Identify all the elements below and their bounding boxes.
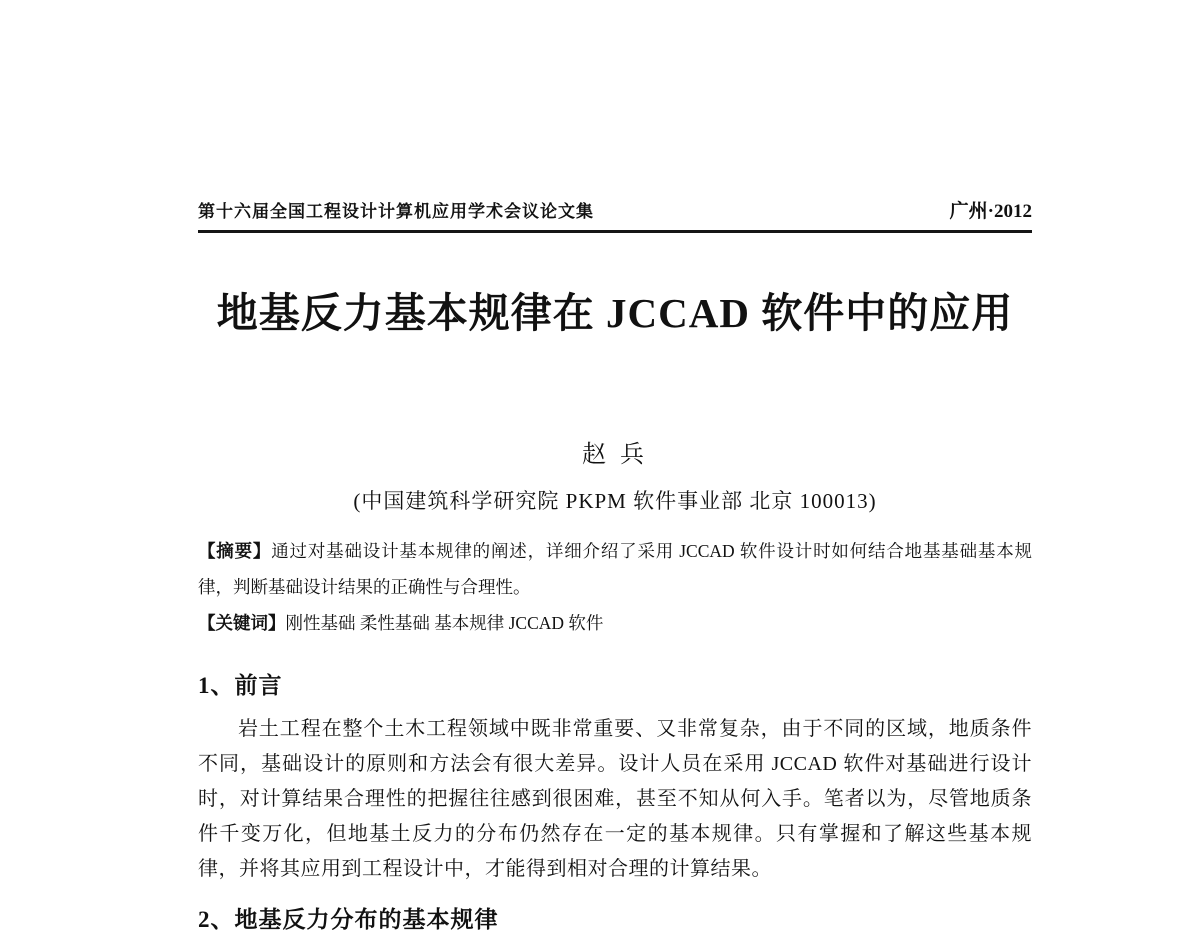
abstract-label: 【摘要】 bbox=[198, 541, 272, 562]
running-header bbox=[198, 196, 1032, 223]
keywords-paragraph bbox=[198, 605, 1032, 641]
header-proceedings-title: 第十六届全国工程设计计算机应用学术会议论文集 bbox=[198, 202, 594, 221]
section-1-heading: 1、前言 bbox=[198, 673, 283, 699]
section-2-heading: 2、地基反力分布的基本规律 bbox=[198, 907, 499, 933]
abstract-paragraph bbox=[198, 533, 1032, 605]
author-name: 赵 兵 bbox=[582, 442, 648, 469]
author-affiliation: (中国建筑科学研究院 PKPM 软件事业部 北京 100013) bbox=[353, 489, 877, 514]
keywords-label: 【关键词】 bbox=[198, 613, 286, 634]
abstract-text: 通过对基础设计基本规律的阐述，详细介绍了采用 JCCAD 软件设计时如何结合地基基础基本规律，判断基础设计结果的正确性与合理性。 bbox=[198, 541, 1033, 598]
keywords-text: 刚性基础 柔性基础 基本规律 JCCAD 软件 bbox=[285, 613, 604, 634]
paper-title: 地基反力基本规律在 JCCAD 软件中的应用 bbox=[216, 290, 1014, 336]
header-venue-year: 广州·2012 bbox=[949, 201, 1032, 222]
section-1-body: 岩土工程在整个土木工程领域中既非常重要、又非常复杂，由于不同的区域，地质条件不同，基础设计的原则和方法会有很大差异。设计人员在采用 JCCAD 软件对基础进行设计时，对计算结果合理性的把握往往感到很困难，甚至不知从何入手。笔者以为，尽管地质条件千变万化，但地基土反力的分布仍然存在一定的基本规律。只有掌握和了解这些基本规律，并将其应用到工程设计中，才能得到相对合理的计算结果。 bbox=[198, 718, 1032, 881]
header-rule bbox=[198, 230, 1032, 233]
